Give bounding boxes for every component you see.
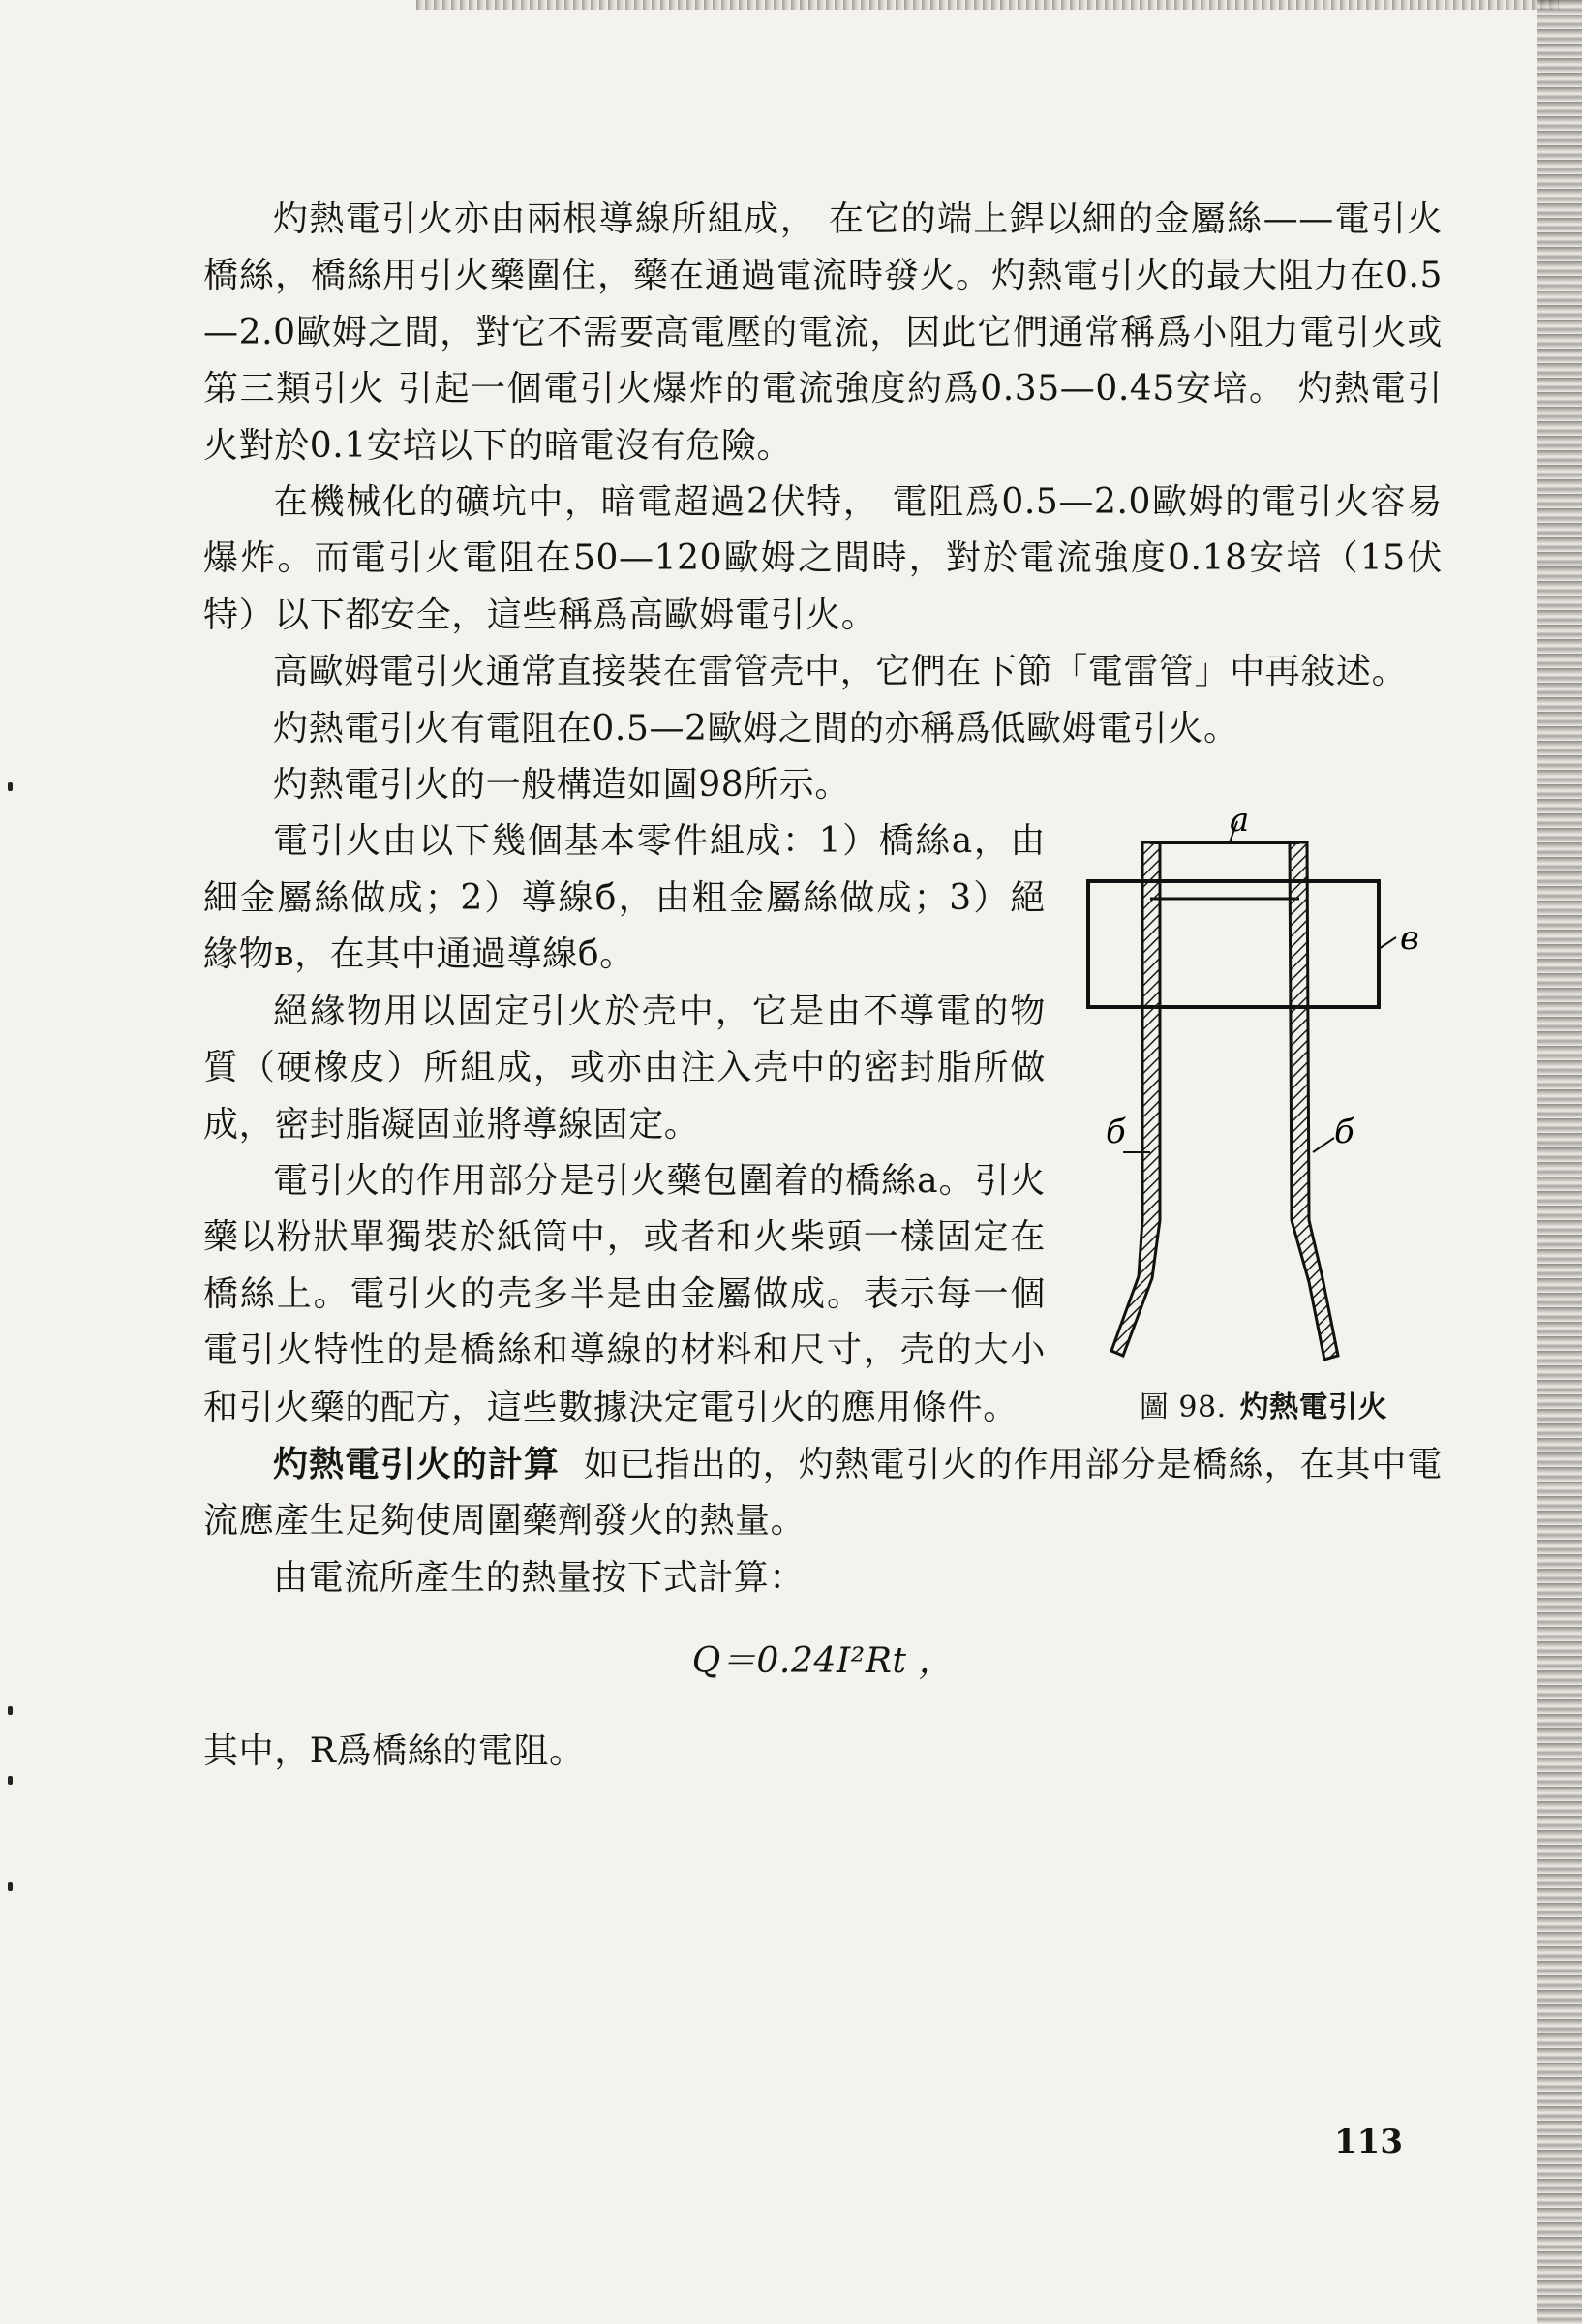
label-a: a <box>1230 813 1250 841</box>
figure-98 <box>1084 813 1443 1433</box>
label-b-right: б <box>1334 1113 1355 1152</box>
paragraph-mining: 在機械化的礦坑中，暗電超過2伏特， 電阻爲0.5—2.0歐姆的電引火容易爆炸。而電引火電阻在50—120歐姆之間時，對於電流強度0.18安培（15伏特）以下都安全，這些稱爲高歐姆電引火。 <box>203 482 1443 635</box>
paragraph-where: 其中，R爲橋絲的電阻。 <box>203 1730 585 1771</box>
caption-title: 灼熱電引火 <box>1239 1391 1388 1425</box>
scan-edge-top <box>416 0 1559 10</box>
electric-igniter-diagram <box>1084 813 1443 1375</box>
margin-mark <box>8 1776 13 1785</box>
lead-wire-right <box>1290 842 1338 1360</box>
paragraph-structure-ref: 灼熱電引火的一般構造如圖98所示。 <box>273 765 851 806</box>
label-b-left: б <box>1106 1113 1127 1152</box>
paragraph-low-ohm: 灼熱電引火有電阻在0.5—2歐姆之間的亦稱爲低歐姆電引火。 <box>273 708 1239 749</box>
lead-wire-left <box>1111 842 1160 1356</box>
heat-formula: Q＝0.24I²Rt ， <box>691 1641 955 1682</box>
body-text <box>203 192 1443 1780</box>
calculation-body: 如已指出的，灼熱電引火的作用部分是橋絲，在其中電流應產生足夠使周圍藥劑發火的熱量。 <box>203 1444 1443 1542</box>
paragraph-working-part: 電引火的作用部分是引火藥包圍着的橋絲a。引火藥以粉狀單獨裝於紙筒中，或者和火柴頭一樣固定在橋絲上。電引火的壳多半是由金屬做成。表示每一個電引火特性的是橋絲和導線的材料和尺寸，壳的大小和引火藥的配方，這些數據決定電引火的應用條件。 <box>203 1160 1046 1427</box>
margin-mark <box>8 1706 13 1715</box>
paragraph-heat-formula-intro: 由電流所產生的熱量按下式計算： <box>273 1557 806 1598</box>
paragraph-calculation <box>203 1436 1443 1550</box>
figure-caption <box>1084 1380 1443 1436</box>
margin-mark <box>8 782 13 791</box>
paragraph-intro: 灼熱電引火亦由兩根導線所組成， 在它的端上銲以細的金屬絲——電引火橋絲，橋絲用引火藥圍住，藥在通過電流時發火。灼熱電引火的最大阻力在0.5—2.0歐姆之間，對它不需要高電壓的電流，因此它們通常稱爲小阻力電引火或第三類引火 引起一個電引火爆炸的電流強度約爲0.35—0.45安培。 灼熱電引火對於0.1安培以下的暗電沒有危險。 <box>203 199 1443 466</box>
caption-number: 圖 98. <box>1139 1391 1227 1425</box>
margin-mark <box>8 1882 13 1891</box>
scan-edge-right <box>1537 0 1582 2324</box>
paragraph-high-ohm: 高歐姆電引火通常直接裝在雷管壳中，它們在下節「電雷管」中再敍述。 <box>273 652 1408 692</box>
paragraph-insulator: 絕緣物用以固定引火於壳中，它是由不導電的物質（硬橡皮）所組成，或亦由注入壳中的密封脂所做成，密封脂凝固並將導線固定。 <box>203 991 1046 1145</box>
label-v: в <box>1400 919 1420 959</box>
page-number: 113 <box>1334 2123 1403 2161</box>
section-heading-calculation: 灼熱電引火的計算 <box>273 1443 560 1484</box>
paragraph-components: 電引火由以下幾個基本零件組成：1）橋絲a，由細金屬絲做成；2）導線б，由粗金屬絲做成；3）絕緣物в，在其中通過導線б。 <box>203 821 1046 975</box>
